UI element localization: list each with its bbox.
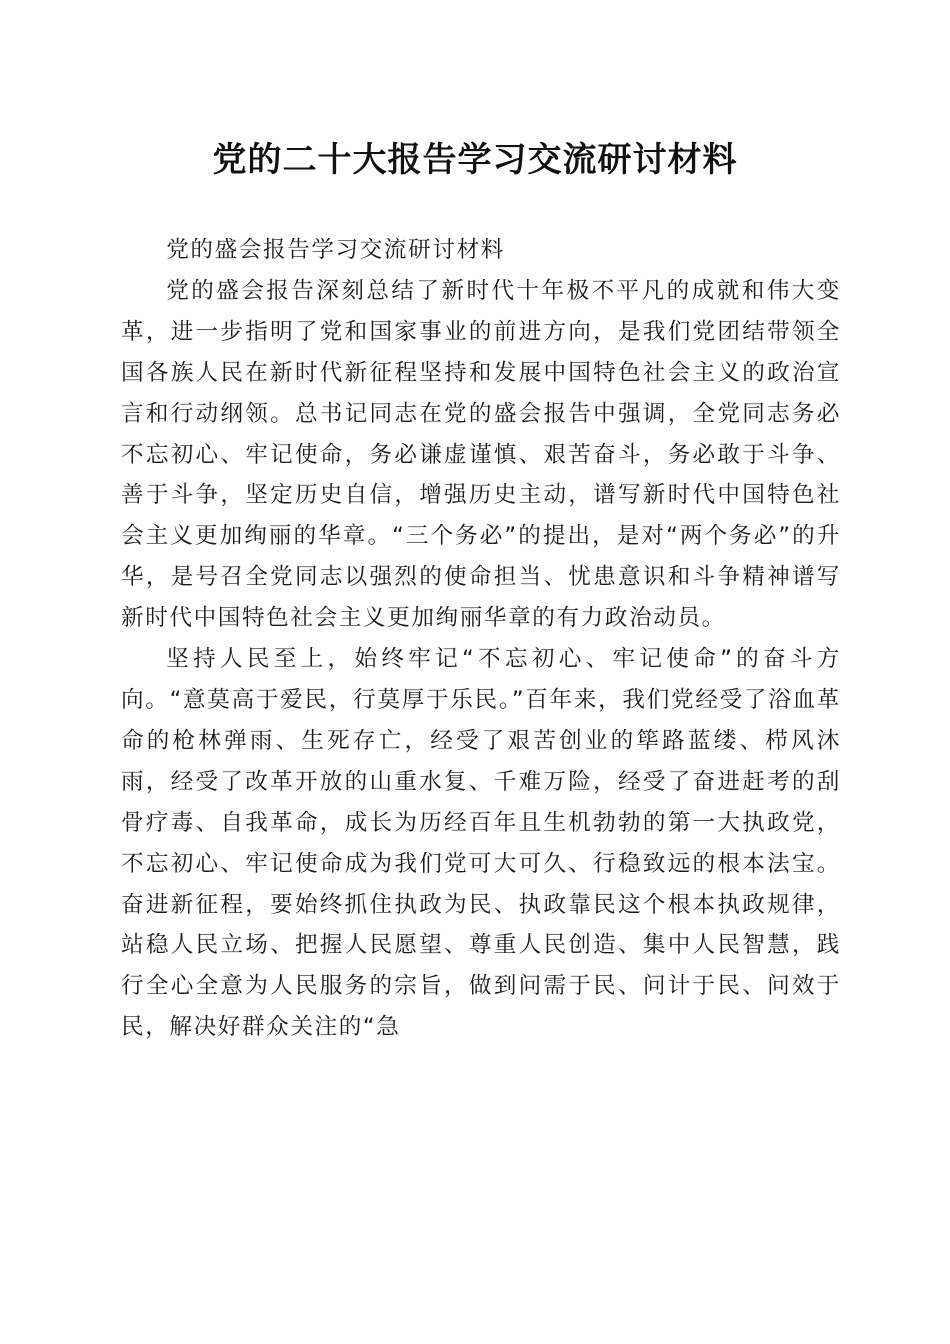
body-paragraph: 坚持人民至上，始终牢记“不忘初心、牢记使命”的奋斗方向。“意莫高于爱民，行莫厚于乐民。”百年来，我们党经受了浴血革命的枪林弹雨、生死存亡，经受了艰苦创业的筚路蓝缕、栉风沐雨，经受了改革开放的山重水复、千难万险，经受了奋进赶考的刮骨疗毒、自我革命，成长为历经百年且生机勃勃的第一大执政党，不忘初心、牢记使命成为我们党可大可久、行稳致远的根本法宝。奋进新征程，要始终抓住执政为民、执政靠民这个根本执政规律，站稳人民立场、把握人民愿望、尊重人民创造、集中人民智慧，践行全心全意为人民服务的宗旨，做到问需于民、问计于民、问效于民，解决好群众关注的“急 — [121, 646, 841, 1041]
document-body — [121, 230, 841, 1048]
document-title: 党的二十大报告学习交流研讨材料 — [212, 140, 738, 180]
body-paragraph: 党的盛会报告深刻总结了新时代十年极不平凡的成就和伟大变革，进一步指明了党和国家事业的前进方向，是我们党团结带领全国各族人民在新时代新征程坚持和发展中国特色社会主义的政治宣言和行动纲领。总书记同志在党的盛会报告中强调，全党同志务必不忘初心、牢记使命，务必谦虚谨慎、艰苦奋斗，务必敢于斗争、善于斗争，坚定历史自信，增强历史主动，谱写新时代中国特色社会主义更加绚丽的华章。“三个务必”的提出，是对“两个务必”的升华，是号召全党同志以强烈的使命担当、忧患意识和斗争精神谱写新时代中国特色社会主义更加绚丽华章的有力政治动员。 — [121, 277, 841, 632]
subtitle-paragraph: 党的盛会报告学习交流研讨材料 — [166, 237, 505, 263]
